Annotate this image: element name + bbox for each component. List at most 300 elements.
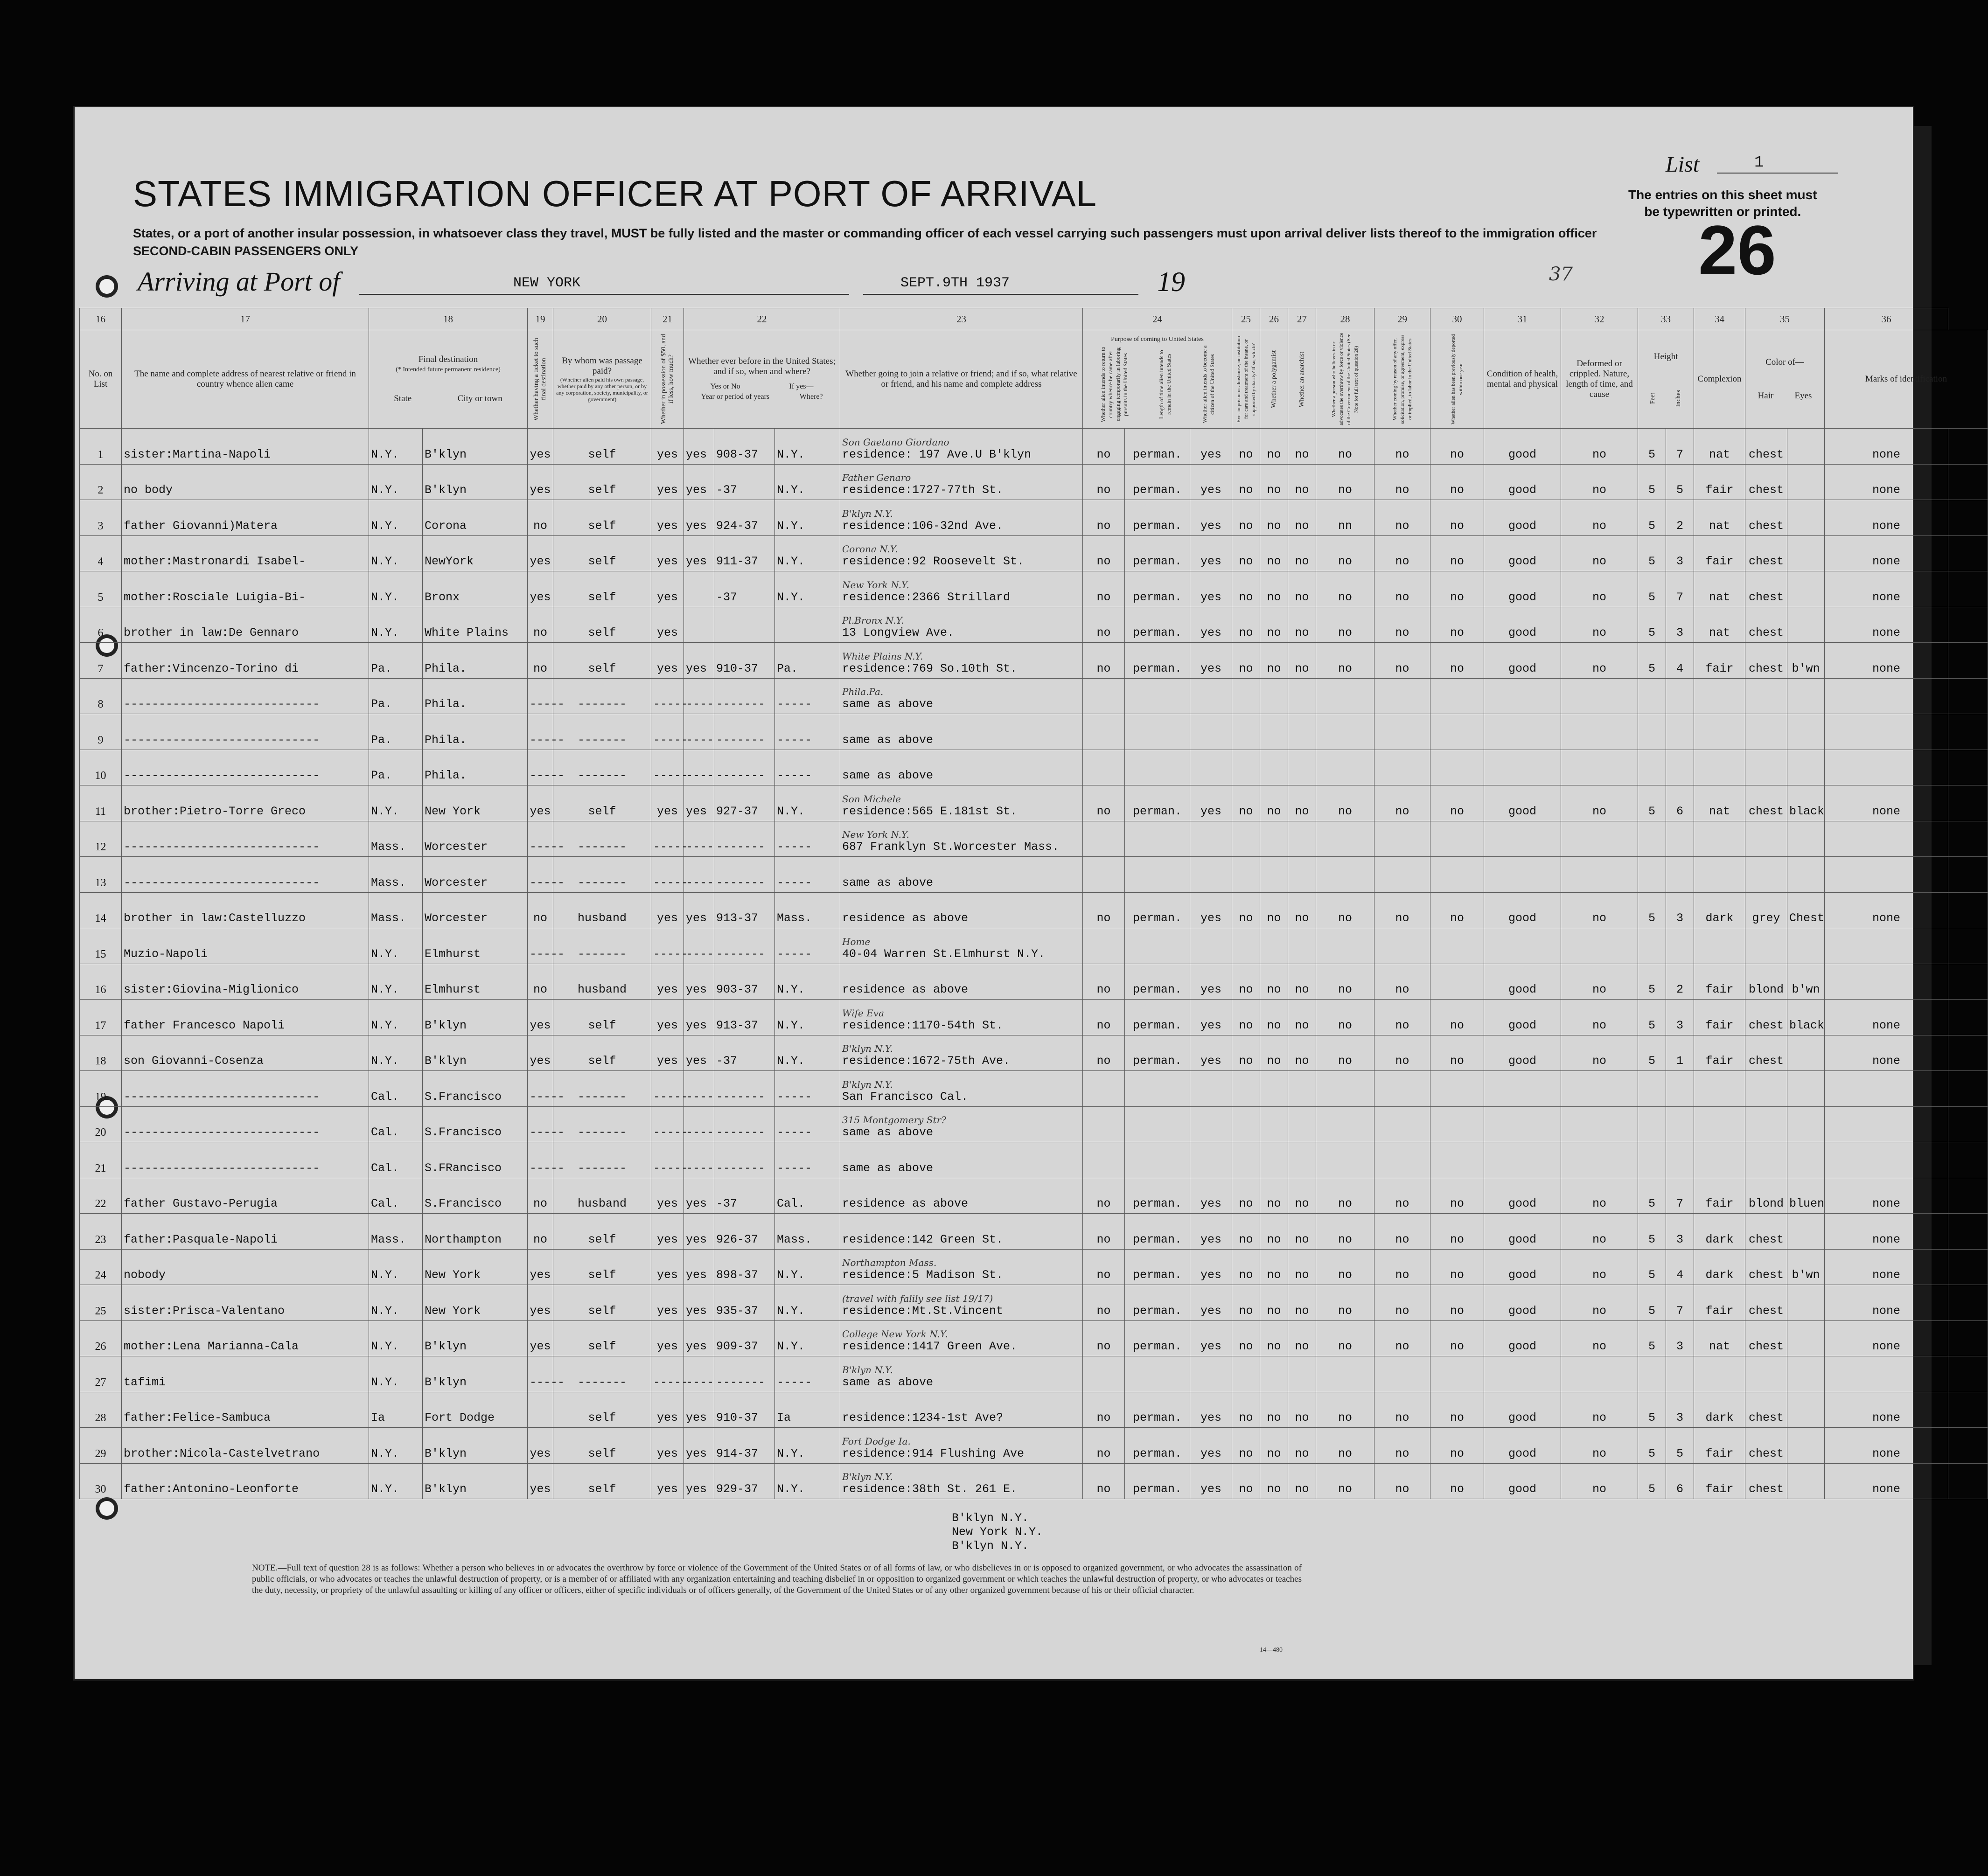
- q28-cell: no: [1316, 1178, 1374, 1214]
- city-cell: Northampton: [423, 1214, 528, 1250]
- blank-cell: [1948, 1463, 1988, 1499]
- joining-cell: [840, 714, 1083, 750]
- complexion-cell: fair: [1694, 464, 1745, 500]
- where-cell: Mass.: [775, 1214, 840, 1250]
- citizen-cell: [1190, 714, 1232, 750]
- purpose-heading: [1083, 330, 1232, 429]
- prison-cell: no: [1232, 892, 1260, 928]
- anarchist-cell: no: [1288, 1214, 1316, 1250]
- joining-cell: [840, 821, 1083, 857]
- q29-cell: no: [1374, 429, 1430, 465]
- joining-address: same as above: [842, 1161, 934, 1175]
- height-heading: [1638, 330, 1694, 429]
- health-cell: [1484, 1106, 1561, 1142]
- q29-cell: no: [1374, 464, 1430, 500]
- ticket-cell: -----: [528, 1071, 553, 1107]
- q30-cell: [1430, 678, 1484, 714]
- complexion-cell: [1694, 678, 1745, 714]
- q30-cell: no: [1430, 1463, 1484, 1499]
- state-cell: N.Y.: [369, 928, 423, 964]
- state-cell: Mass.: [369, 892, 423, 928]
- feet-cell: 5: [1638, 1035, 1666, 1071]
- marks-cell: none: [1825, 535, 1948, 571]
- handwritten-annotation: Son Gaetano Giordano: [842, 436, 949, 448]
- state-cell: Ia: [369, 1392, 423, 1428]
- column-number: 21: [651, 308, 684, 330]
- ticket-heading: [528, 330, 553, 429]
- inches-cell: 1: [1666, 1035, 1694, 1071]
- return-cell: no: [1083, 1463, 1125, 1499]
- anarchist-cell: no: [1288, 1320, 1316, 1356]
- handwritten-annotation: Father Genaro: [842, 472, 911, 483]
- q29-cell: no: [1374, 1285, 1430, 1321]
- return-cell: no: [1083, 785, 1125, 821]
- polygamist-cell: no: [1260, 964, 1288, 1000]
- relative-cell: son Giovanni-Cosenza: [122, 1035, 369, 1071]
- feet-cell: 5: [1638, 500, 1666, 536]
- prison-cell: [1232, 1071, 1260, 1107]
- row-number: 10: [80, 750, 122, 785]
- before-cell: [684, 607, 714, 643]
- feet-cell: 5: [1638, 464, 1666, 500]
- deformed-cell: [1561, 928, 1638, 964]
- state-cell: N.Y.: [369, 464, 423, 500]
- citizen-cell: yes: [1190, 1249, 1232, 1285]
- blank-cell: [1948, 1320, 1988, 1356]
- row-number: 5: [80, 571, 122, 607]
- q30-cell: no: [1430, 1392, 1484, 1428]
- relative-heading: The name and complete address of nearest relative or friend in country whence alien came: [122, 330, 369, 429]
- state-cell: Cal.: [369, 1071, 423, 1107]
- ticket-cell: yes: [528, 1035, 553, 1071]
- before-cell: ----: [684, 678, 714, 714]
- citizen-cell: yes: [1190, 1285, 1232, 1321]
- joining-cell: [840, 500, 1083, 536]
- hair-cell: chest: [1745, 1428, 1787, 1464]
- state-cell: N.Y.: [369, 785, 423, 821]
- marks-cell: none: [1825, 1463, 1948, 1499]
- state-cell: N.Y.: [369, 500, 423, 536]
- polygamist-cell: no: [1260, 1285, 1288, 1321]
- q30-cell: no: [1430, 571, 1484, 607]
- years-cell: 914-37: [714, 1428, 775, 1464]
- row-number: 26: [80, 1320, 122, 1356]
- state-cell: N.Y.: [369, 1000, 423, 1035]
- deformed-heading: Deformed or crippled. Nature, length of time, and cause: [1561, 330, 1638, 429]
- return-cell: no: [1083, 500, 1125, 536]
- state-heading: State: [394, 394, 412, 403]
- port-underline: [359, 294, 849, 295]
- column-number: 26: [1260, 308, 1288, 330]
- eyes-cell: [1787, 1106, 1825, 1142]
- column-number: 30: [1430, 308, 1484, 330]
- joining-address: residence:Mt.St.Vincent: [842, 1304, 1004, 1318]
- prison-heading: [1232, 330, 1260, 429]
- money-cell: yes: [651, 1000, 684, 1035]
- row-number: 4: [80, 535, 122, 571]
- state-cell: N.Y.: [369, 1249, 423, 1285]
- eyes-cell: [1787, 607, 1825, 643]
- before-cell: ----: [684, 821, 714, 857]
- q29-cell: no: [1374, 1392, 1430, 1428]
- polygamist-cell: [1260, 1106, 1288, 1142]
- polygamist-cell: no: [1260, 500, 1288, 536]
- column-number: 24: [1083, 308, 1232, 330]
- marks-cell: [1825, 928, 1948, 964]
- health-cell: good: [1484, 429, 1561, 465]
- paid-by-cell: -------: [553, 857, 651, 893]
- list-number: 1: [1754, 154, 1764, 172]
- health-cell: good: [1484, 1463, 1561, 1499]
- anarchist-cell: no: [1288, 535, 1316, 571]
- relative-cell: ----------------------------: [122, 678, 369, 714]
- inches-cell: [1666, 750, 1694, 785]
- citizen-cell: yes: [1190, 1214, 1232, 1250]
- city-cell: B'klyn: [423, 1356, 528, 1392]
- money-cell: yes: [651, 964, 684, 1000]
- q30-cell: [1430, 857, 1484, 893]
- hair-cell: chest: [1745, 1392, 1787, 1428]
- return-cell: [1083, 750, 1125, 785]
- q30-cell: no: [1430, 500, 1484, 536]
- ticket-cell: -----: [528, 750, 553, 785]
- polygamist-cell: no: [1260, 1392, 1288, 1428]
- prison-cell: [1232, 821, 1260, 857]
- citizen-cell: yes: [1190, 535, 1232, 571]
- city-cell: Worcester: [423, 892, 528, 928]
- q29-cell: no: [1374, 785, 1430, 821]
- complexion-cell: dark: [1694, 892, 1745, 928]
- blank-cell: [1948, 857, 1988, 893]
- complexion-cell: [1694, 750, 1745, 785]
- hair-cell: chest: [1745, 1249, 1787, 1285]
- joining-cell: [840, 1392, 1083, 1428]
- where-cell: N.Y.: [775, 964, 840, 1000]
- hair-cell: chest: [1745, 1320, 1787, 1356]
- handwritten-annotation: College New York N.Y.: [842, 1328, 948, 1340]
- hair-cell: [1745, 857, 1787, 893]
- return-cell: no: [1083, 607, 1125, 643]
- health-cell: good: [1484, 785, 1561, 821]
- table-row: [80, 1320, 1988, 1356]
- table-row: [80, 785, 1988, 821]
- q30-cell: no: [1430, 1035, 1484, 1071]
- city-cell: Worcester: [423, 857, 528, 893]
- before-cell: ----: [684, 1356, 714, 1392]
- q28-cell: no: [1316, 1392, 1374, 1428]
- column-number: 35: [1745, 308, 1825, 330]
- year-period-heading: Year or period of years: [701, 393, 770, 401]
- table-row: [80, 750, 1988, 785]
- hair-cell: grey: [1745, 892, 1787, 928]
- return-cell: no: [1083, 1249, 1125, 1285]
- blank-cell: [1948, 1178, 1988, 1214]
- inches-cell: [1666, 928, 1694, 964]
- ticket-cell: [528, 1392, 553, 1428]
- joining-address: residence:5 Madison St.: [842, 1268, 1004, 1282]
- anarchist-heading: [1288, 330, 1316, 429]
- citizen-cell: yes: [1190, 429, 1232, 465]
- joining-address: residence as above: [842, 911, 969, 925]
- blank-cell: [1948, 1285, 1988, 1321]
- city-cell: Bronx: [423, 571, 528, 607]
- marks-heading: Marks of identification: [1825, 330, 1988, 429]
- return-cell: no: [1083, 429, 1125, 465]
- q28-cell: nn: [1316, 500, 1374, 536]
- marks-cell: [1825, 714, 1948, 750]
- complexion-cell: dark: [1694, 1392, 1745, 1428]
- city-cell: New York: [423, 1249, 528, 1285]
- joining-address: same as above: [842, 1375, 934, 1389]
- feet-cell: 5: [1638, 535, 1666, 571]
- relative-cell: sister:Giovina-Miglionico: [122, 964, 369, 1000]
- prison-cell: no: [1232, 429, 1260, 465]
- row-number: 27: [80, 1356, 122, 1392]
- length-cell: perman.: [1125, 500, 1190, 536]
- state-cell: N.Y.: [369, 1320, 423, 1356]
- complexion-cell: fair: [1694, 1285, 1745, 1321]
- column-number-row: [80, 308, 1988, 330]
- joining-address: same as above: [842, 769, 934, 782]
- inches-cell: 2: [1666, 500, 1694, 536]
- paid-by-cell: -------: [553, 1142, 651, 1178]
- inches-cell: 4: [1666, 643, 1694, 679]
- q28-cell: no: [1316, 1320, 1374, 1356]
- years-cell: 926-37: [714, 1214, 775, 1250]
- years-cell: 913-37: [714, 892, 775, 928]
- health-cell: [1484, 1071, 1561, 1107]
- hair-cell: [1745, 1071, 1787, 1107]
- citizen-cell: yes: [1190, 1178, 1232, 1214]
- feet-cell: 5: [1638, 1428, 1666, 1464]
- relative-cell: tafimi: [122, 1356, 369, 1392]
- q29-cell: no: [1374, 892, 1430, 928]
- length-cell: perman.: [1125, 1000, 1190, 1035]
- money-cell: yes: [651, 1320, 684, 1356]
- joining-address: residence as above: [842, 1197, 969, 1210]
- marks-cell: none: [1825, 1428, 1948, 1464]
- q30-cell: [1430, 1142, 1484, 1178]
- before-cell: ----: [684, 1071, 714, 1107]
- before-cell: yes: [684, 964, 714, 1000]
- years-cell: -37: [714, 464, 775, 500]
- hair-cell: [1745, 1356, 1787, 1392]
- ticket-cell: no: [528, 892, 553, 928]
- health-cell: good: [1484, 1000, 1561, 1035]
- marks-cell: [1825, 750, 1948, 785]
- q28-cell: no: [1316, 535, 1374, 571]
- handwritten-annotation: New York N.Y.: [842, 579, 909, 591]
- polygamist-cell: no: [1260, 1035, 1288, 1071]
- prison-cell: [1232, 1356, 1260, 1392]
- feet-cell: 5: [1638, 1392, 1666, 1428]
- complexion-cell: [1694, 1142, 1745, 1178]
- prison-cell: no: [1232, 643, 1260, 679]
- joining-address: same as above: [842, 1126, 934, 1139]
- length-cell: perman.: [1125, 964, 1190, 1000]
- handwritten-annotation: B'klyn N.Y.: [842, 1043, 893, 1054]
- citizen-cell: yes: [1190, 643, 1232, 679]
- hair-cell: chest: [1745, 1035, 1787, 1071]
- prison-cell: [1232, 1106, 1260, 1142]
- paid-by-cell: husband: [553, 892, 651, 928]
- polygamist-cell: no: [1260, 429, 1288, 465]
- before-cell: yes: [684, 785, 714, 821]
- row-number: 11: [80, 785, 122, 821]
- handwritten-annotation: B'klyn N.Y.: [842, 1078, 893, 1090]
- hair-cell: chest: [1745, 785, 1787, 821]
- years-cell: 910-37: [714, 1392, 775, 1428]
- relative-cell: father Giovanni)Matera: [122, 500, 369, 536]
- city-cell: Phila.: [423, 750, 528, 785]
- money-cell: yes: [651, 464, 684, 500]
- q29-cell: [1374, 750, 1430, 785]
- blank-cell: [1948, 928, 1988, 964]
- city-cell: B'klyn: [423, 1463, 528, 1499]
- ticket-cell: yes: [528, 1000, 553, 1035]
- relative-cell: brother:Pietro-Torre Greco: [122, 785, 369, 821]
- port-value: NEW YORK: [513, 275, 581, 291]
- feet-cell: [1638, 1356, 1666, 1392]
- q30-heading-text: Whether alien has been previously deported within one year: [1451, 334, 1464, 424]
- polygamist-cell: [1260, 928, 1288, 964]
- city-cell: Elmhurst: [423, 964, 528, 1000]
- joining-address: residence:1672-75th Ave.: [842, 1054, 1011, 1068]
- paid-by-heading: [553, 330, 651, 429]
- before-cell: ----: [684, 857, 714, 893]
- q30-cell: no: [1430, 892, 1484, 928]
- relative-cell: ----------------------------: [122, 1106, 369, 1142]
- deformed-cell: no: [1561, 464, 1638, 500]
- prison-cell: no: [1232, 964, 1260, 1000]
- paid-by-cell: self: [553, 607, 651, 643]
- q30-cell: no: [1430, 464, 1484, 500]
- citizen-cell: yes: [1190, 1035, 1232, 1071]
- where-cell: -----: [775, 1106, 840, 1142]
- table-row: [80, 500, 1988, 536]
- before-cell: ----: [684, 714, 714, 750]
- money-cell: yes: [651, 535, 684, 571]
- table-row: [80, 678, 1988, 714]
- blank-cell: [1948, 1106, 1988, 1142]
- paid-by-cell: self: [553, 500, 651, 536]
- years-cell: 911-37: [714, 535, 775, 571]
- prison-cell: [1232, 714, 1260, 750]
- polygamist-cell: [1260, 1071, 1288, 1107]
- city-cell: White Plains: [423, 607, 528, 643]
- feet-cell: [1638, 1142, 1666, 1178]
- q30-cell: no: [1430, 1320, 1484, 1356]
- city-cell: Phila.: [423, 714, 528, 750]
- before-cell: yes: [684, 535, 714, 571]
- q29-cell: no: [1374, 571, 1430, 607]
- blank-cell: [1948, 1071, 1988, 1107]
- hair-cell: blond: [1745, 964, 1787, 1000]
- where-cell: N.Y.: [775, 1428, 840, 1464]
- state-cell: N.Y.: [369, 571, 423, 607]
- complexion-cell: fair: [1694, 964, 1745, 1000]
- before-cell: yes: [684, 1249, 714, 1285]
- where-cell: -----: [775, 928, 840, 964]
- q28-cell: [1316, 1071, 1374, 1107]
- citizen-cell: yes: [1190, 571, 1232, 607]
- before-cell: ----: [684, 1106, 714, 1142]
- eyes-cell: [1787, 1035, 1825, 1071]
- deformed-cell: no: [1561, 1178, 1638, 1214]
- eyes-cell: [1787, 464, 1825, 500]
- money-cell: -----: [651, 821, 684, 857]
- paid-by-cell: -------: [553, 678, 651, 714]
- length-cell: perman.: [1125, 643, 1190, 679]
- question-28-note: NOTE.—Full text of question 28 is as follows: Whether a person who believes in or advocates the overthrow by force or violence of the Government of the United States or of all forms of law, or who disbelieves in or is opposed to organized government, or who advocates the assassination of public officials, or who advocates or teaches the unlawful destruction of property, or is a member of or affiliated with any organization entertaining and teaching disbelief in or opposition to organized government or which teaches the unlawful destruction of property, or who advocates or teaches the duty, necessity, or propriety of the unlawful assaulting or killing of any officer or officers, either of specific individuals or of officers generally, of the Government of the United States or of any other organized government because of his or their official character.: [252, 1563, 1302, 1595]
- where-cell: Cal.: [775, 1178, 840, 1214]
- inches-cell: [1666, 678, 1694, 714]
- blank-cell: [1948, 1356, 1988, 1392]
- q28-cell: [1316, 678, 1374, 714]
- return-cell: no: [1083, 1178, 1125, 1214]
- prison-cell: [1232, 1142, 1260, 1178]
- polygamist-cell: no: [1260, 1000, 1288, 1035]
- row-number: 9: [80, 714, 122, 750]
- years-cell: -------: [714, 1142, 775, 1178]
- q30-heading: [1430, 330, 1484, 429]
- year-prefix: 19: [1157, 266, 1185, 297]
- citizen-cell: yes: [1190, 1428, 1232, 1464]
- eyes-cell: [1787, 535, 1825, 571]
- ticket-cell: -----: [528, 714, 553, 750]
- row-number: 20: [80, 1106, 122, 1142]
- q29-heading-text: Whether coming by reason of any offer, solicitation, promise, or agreement, express or implied, to labor in the United States: [1392, 334, 1413, 424]
- yes-no-heading: Yes or No: [710, 382, 740, 390]
- ticket-cell: yes: [528, 464, 553, 500]
- complexion-cell: [1694, 1106, 1745, 1142]
- blank-cell: [1948, 1000, 1988, 1035]
- blank-cell: [1948, 643, 1988, 679]
- length-cell: perman.: [1125, 1320, 1190, 1356]
- money-cell: -----: [651, 857, 684, 893]
- final-destination-note: (* Intended future permanent residence): [396, 366, 501, 373]
- state-cell: Pa.: [369, 678, 423, 714]
- prison-cell: no: [1232, 1320, 1260, 1356]
- handwritten-annotation: Northampton Mass.: [842, 1257, 937, 1268]
- complexion-cell: fair: [1694, 1000, 1745, 1035]
- anarchist-cell: [1288, 1356, 1316, 1392]
- length-cell: perman.: [1125, 1463, 1190, 1499]
- years-cell: -------: [714, 714, 775, 750]
- return-cell: no: [1083, 964, 1125, 1000]
- polygamist-cell: no: [1260, 1463, 1288, 1499]
- deformed-cell: no: [1561, 500, 1638, 536]
- feet-cell: [1638, 857, 1666, 893]
- complexion-heading: Complexion: [1694, 330, 1745, 429]
- blank-cell: [1948, 1392, 1988, 1428]
- length-cell: [1125, 678, 1190, 714]
- money-heading-text: Whether in possession of $50, and if less, how much?: [660, 334, 675, 424]
- row-number: 7: [80, 643, 122, 679]
- paid-by-cell: self: [553, 535, 651, 571]
- passenger-class-text: SECOND-CABIN PASSENGERS ONLY: [133, 244, 359, 258]
- money-cell: yes: [651, 1178, 684, 1214]
- return-cell: no: [1083, 1000, 1125, 1035]
- row-number: 3: [80, 500, 122, 536]
- length-cell: perman.: [1125, 1214, 1190, 1250]
- marks-cell: [1825, 1142, 1948, 1178]
- city-cell: Elmhurst: [423, 928, 528, 964]
- length-cell: perman.: [1125, 464, 1190, 500]
- handwritten-annotation: Phila.Pa.: [842, 686, 884, 697]
- paid-by-cell: self: [553, 571, 651, 607]
- where-cell: Ia: [775, 1392, 840, 1428]
